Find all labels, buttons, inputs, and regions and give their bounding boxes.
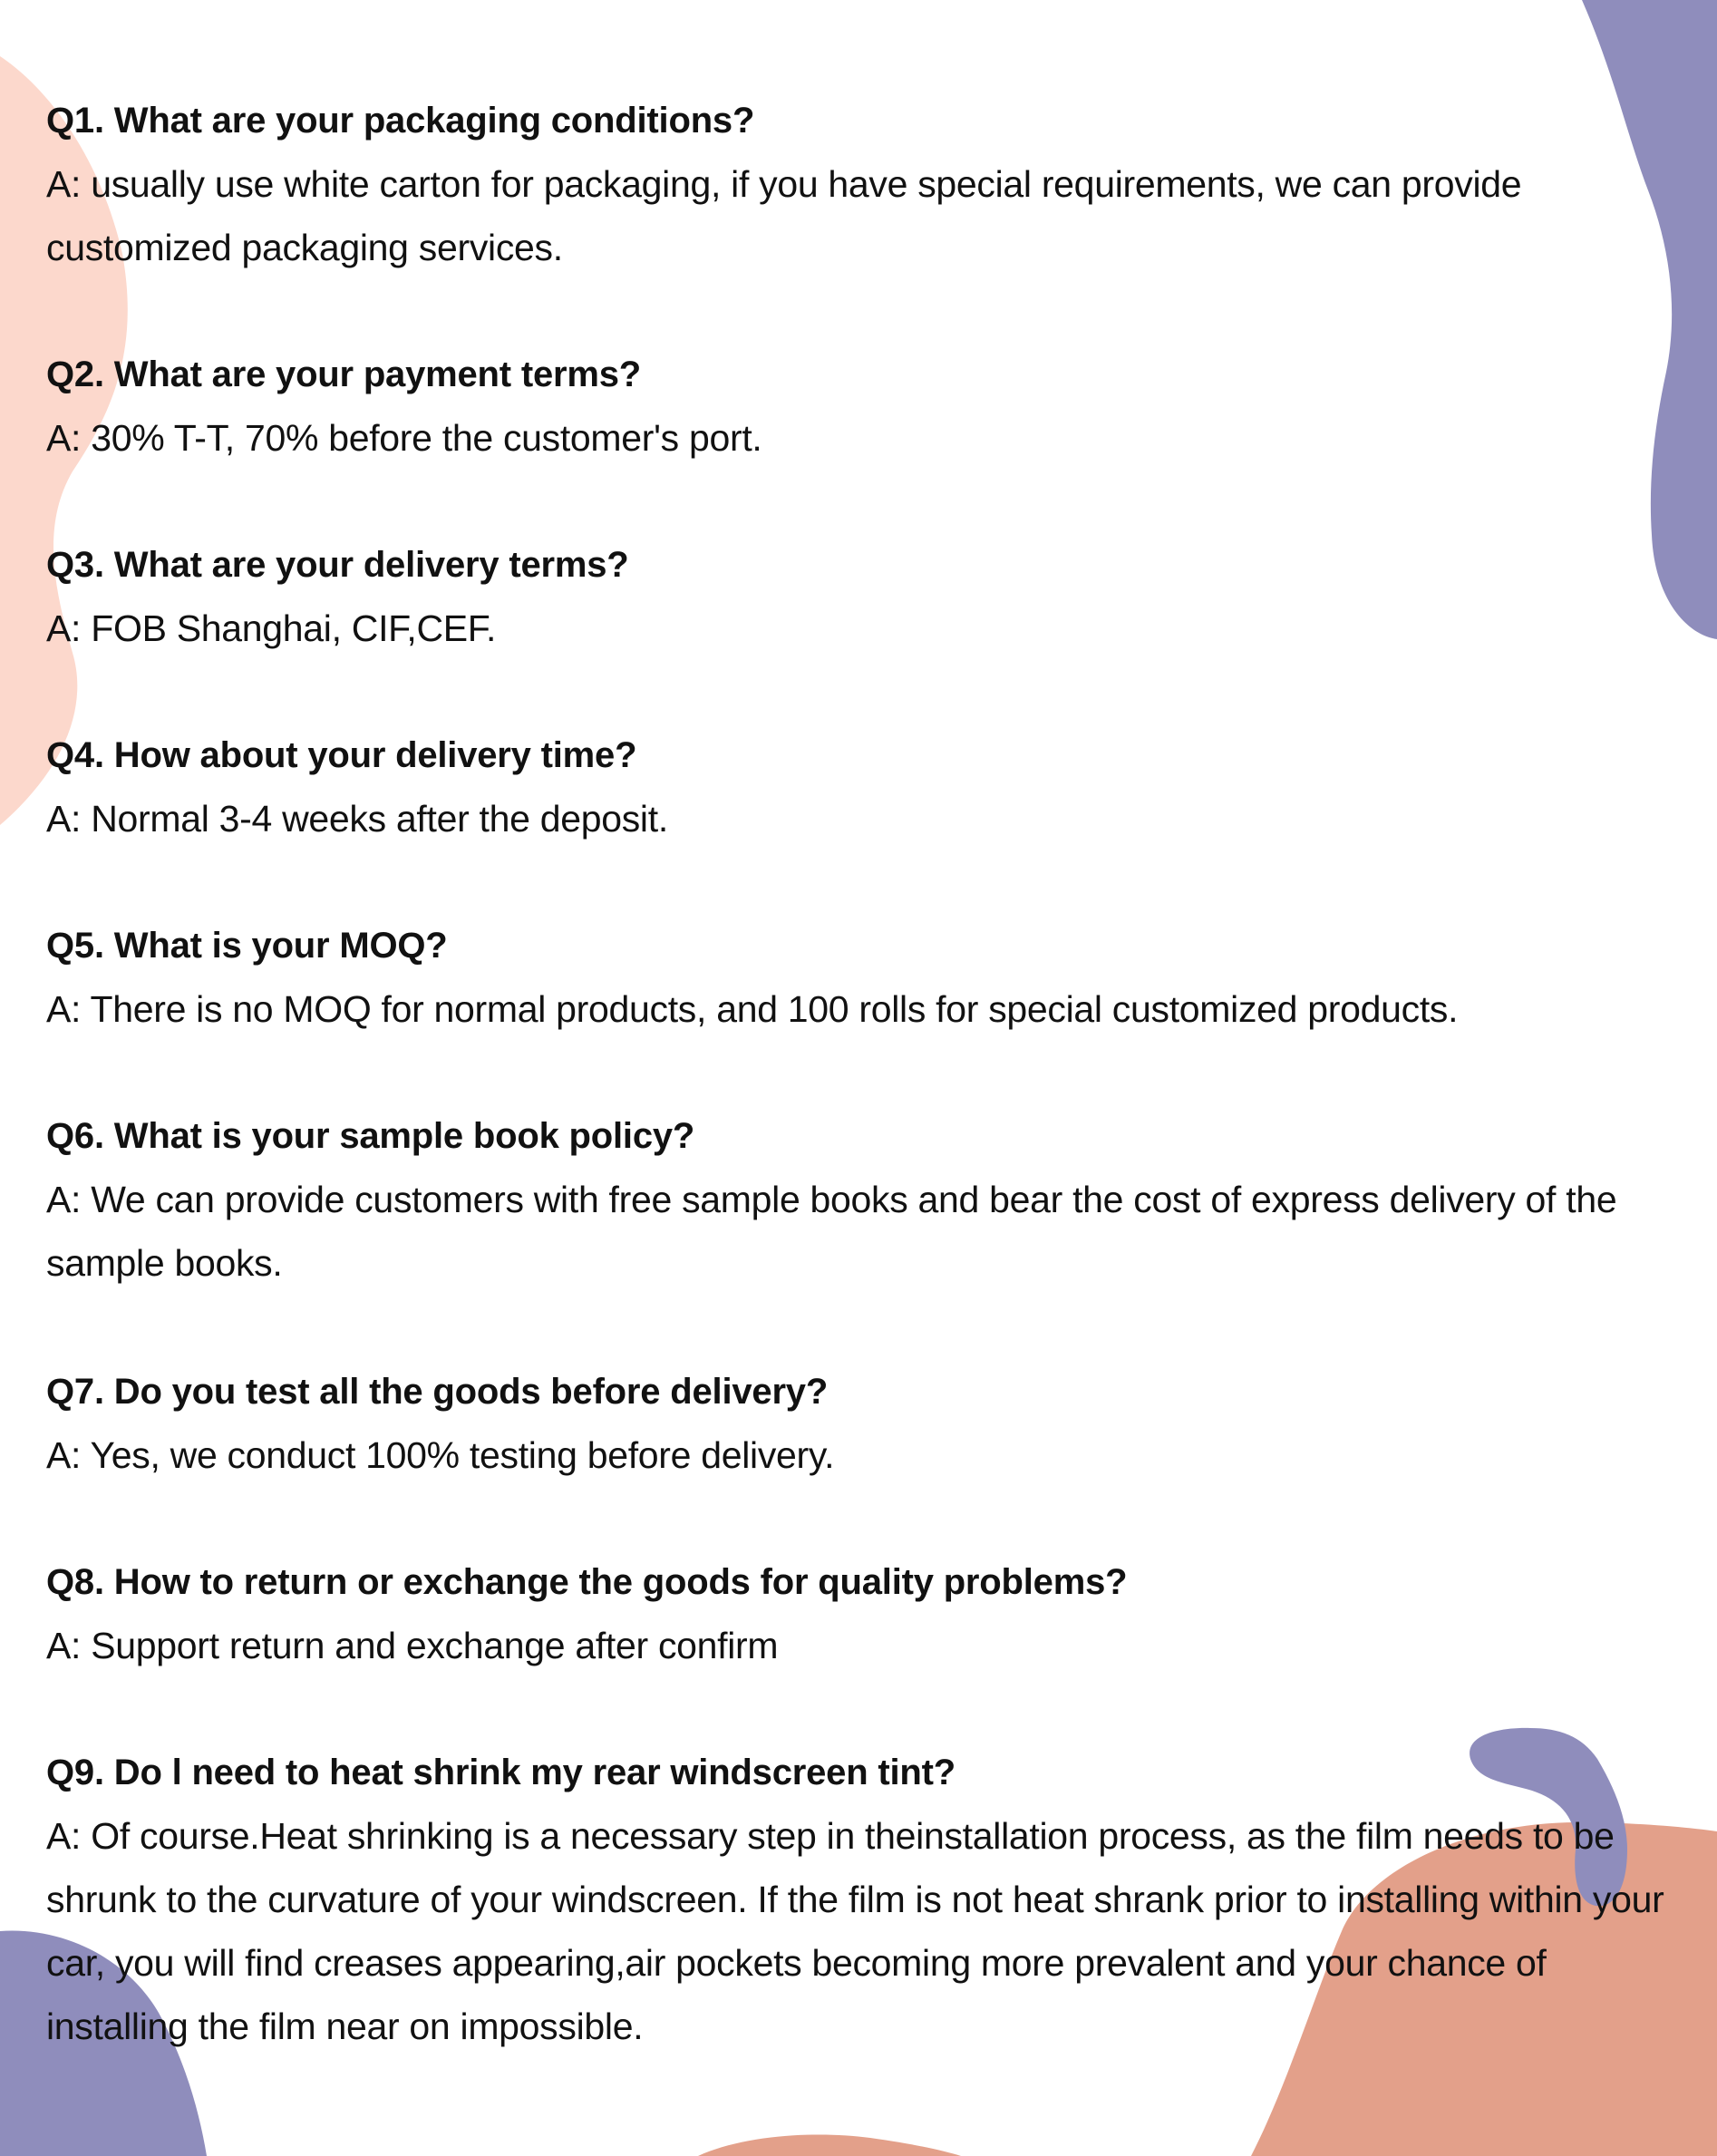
answer-2: A: 30% T-T, 70% before the customer's port. bbox=[46, 417, 762, 459]
faq-item-4 bbox=[46, 724, 1678, 850]
answer-8: A: Support return and exchange after confirm bbox=[46, 1625, 779, 1666]
faq-item-7 bbox=[46, 1360, 1678, 1487]
question-2: Q2. What are your payment terms? bbox=[46, 354, 642, 394]
faq-list bbox=[46, 89, 1678, 2058]
salmon-bottom-center-shape bbox=[698, 2134, 961, 2156]
question-9: Q9. Do l need to heat shrink my rear windscreen tint? bbox=[46, 1753, 956, 1792]
question-6: Q6. What is your sample book policy? bbox=[46, 1116, 695, 1156]
answer-9: A: Of course.Heat shrinking is a necessary step in theinstallation process, as the film needs to be shrunk to the curvature of your windscreen. If the film is not heat shrank prior to installing within your car, you will find creases appearing,air pockets becoming more prevalent and your chance of installing the film near on impossible. bbox=[46, 1815, 1664, 2047]
question-4: Q4. How about your delivery time? bbox=[46, 735, 637, 775]
faq-item-1 bbox=[46, 89, 1678, 279]
question-5: Q5. What is your MOQ? bbox=[46, 926, 448, 966]
question-1: Q1. What are your packaging conditions? bbox=[46, 101, 755, 141]
faq-item-2 bbox=[46, 343, 1678, 470]
answer-7: A: Yes, we conduct 100% testing before delivery. bbox=[46, 1434, 835, 1476]
faq-item-8 bbox=[46, 1550, 1678, 1677]
answer-1: A: usually use white carton for packaging, if you have special requirements, we can provide customized packaging services. bbox=[46, 163, 1522, 268]
faq-item-9 bbox=[46, 1741, 1678, 2058]
question-7: Q7. Do you test all the goods before delivery? bbox=[46, 1372, 829, 1412]
question-3: Q3. What are your delivery terms? bbox=[46, 545, 629, 585]
answer-5: A: There is no MOQ for normal products, and 100 rolls for special customized products. bbox=[46, 988, 1459, 1030]
faq-item-3 bbox=[46, 533, 1678, 660]
faq-item-5 bbox=[46, 914, 1678, 1041]
faq-item-6 bbox=[46, 1104, 1678, 1295]
answer-4: A: Normal 3-4 weeks after the deposit. bbox=[46, 798, 668, 840]
answer-3: A: FOB Shanghai, CIF,CEF. bbox=[46, 607, 497, 649]
question-8: Q8. How to return or exchange the goods for quality problems? bbox=[46, 1562, 1128, 1602]
answer-6: A: We can provide customers with free sample books and bear the cost of express delivery of the sample books. bbox=[46, 1179, 1617, 1284]
